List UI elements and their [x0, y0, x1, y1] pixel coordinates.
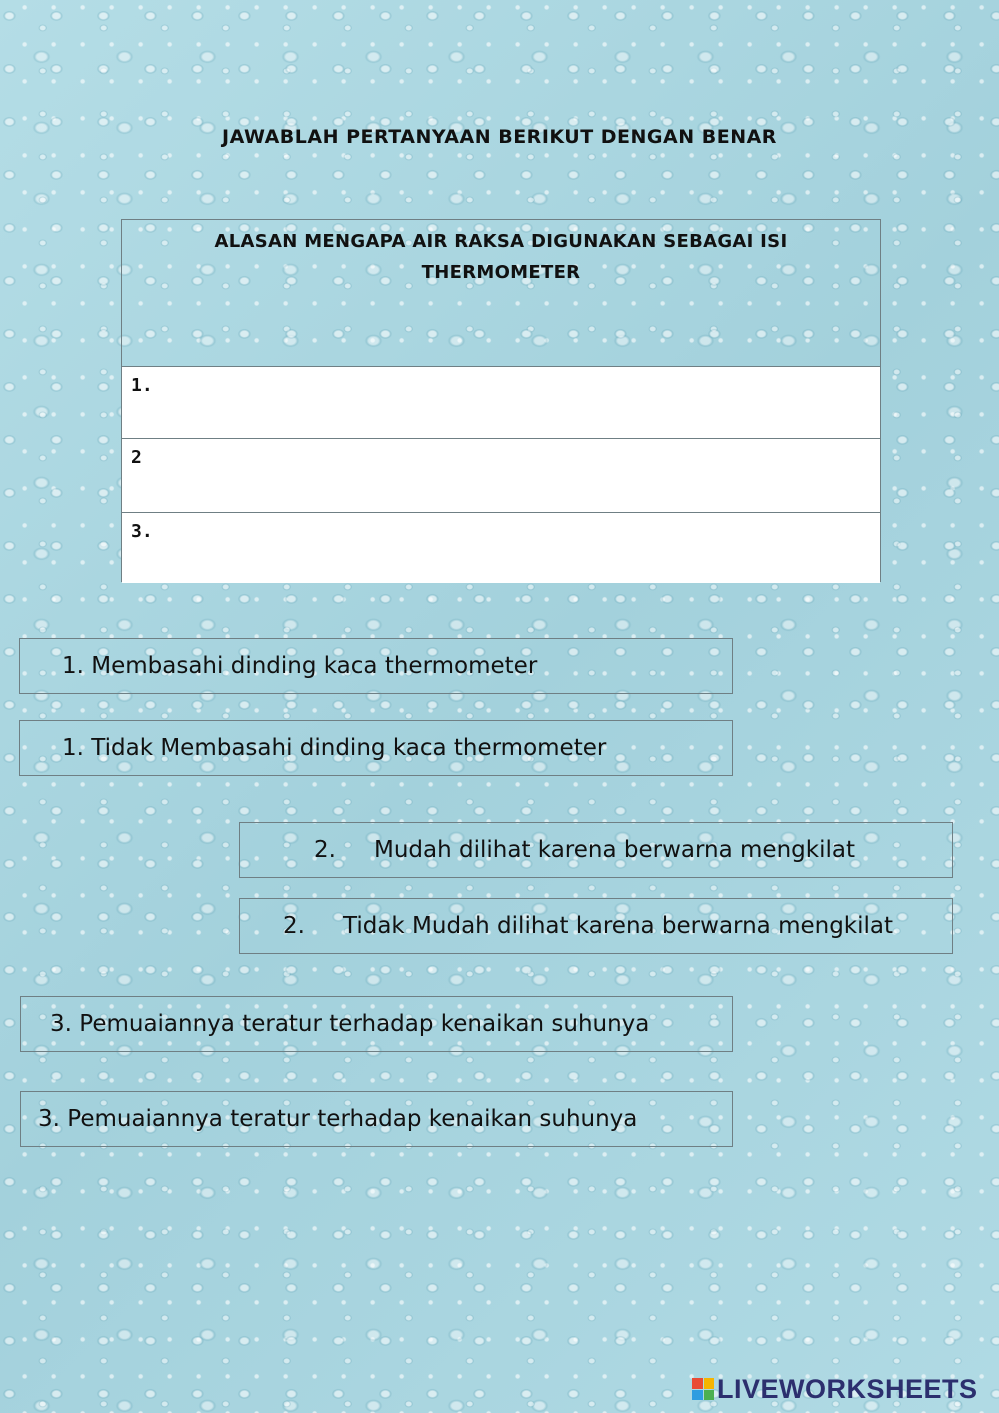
- answer-option-4[interactable]: [239, 898, 953, 954]
- option-text: Tidak Membasahi dinding kaca thermometer: [91, 735, 607, 761]
- answer-table: [121, 219, 881, 582]
- answer-option-5[interactable]: [20, 996, 733, 1052]
- option-text: Tidak Mudah dilihat karena berwarna mengkilat: [343, 913, 894, 939]
- row-number: 2: [131, 447, 142, 468]
- option-number: 1.: [62, 735, 84, 761]
- row-number: 1.: [131, 375, 153, 396]
- logo-square-red: [692, 1378, 703, 1389]
- answer-drop-row-2[interactable]: [122, 439, 880, 513]
- option-number: 1.: [62, 653, 84, 679]
- answer-option-2[interactable]: [19, 720, 733, 776]
- option-number: 2.: [283, 913, 305, 939]
- answer-option-1[interactable]: [19, 638, 733, 694]
- table-header-line2: THERMOMETER: [421, 262, 581, 283]
- answer-option-3[interactable]: [239, 822, 953, 878]
- option-text: Membasahi dinding kaca thermometer: [91, 653, 538, 679]
- option-text: Pemuaiannya teratur terhadap kenaikan suhunya: [67, 1106, 638, 1132]
- logo-square-green: [704, 1390, 715, 1401]
- logo-mark-icon: [692, 1378, 714, 1400]
- row-number: 3.: [131, 521, 153, 542]
- answer-drop-row-3[interactable]: [122, 513, 880, 583]
- table-header: [122, 220, 880, 367]
- option-text: Mudah dilihat karena berwarna mengkilat: [374, 837, 855, 863]
- logo-text: LIVEWORKSHEETS: [717, 1373, 978, 1404]
- option-number: 3.: [38, 1106, 60, 1132]
- table-header-line1: ALASAN MENGAPA AIR RAKSA DIGUNAKAN SEBAGAI ISI: [214, 231, 788, 252]
- option-number: 2.: [314, 837, 336, 863]
- logo-square-blue: [692, 1390, 703, 1401]
- liveworksheets-logo: [692, 1372, 978, 1406]
- answer-drop-row-1[interactable]: [122, 367, 880, 439]
- option-number: 3.: [50, 1011, 72, 1037]
- option-text: Pemuaiannya teratur terhadap kenaikan suhunya: [79, 1011, 650, 1037]
- logo-square-yellow: [704, 1378, 715, 1389]
- worksheet-title: JAWABLAH PERTANYAAN BERIKUT DENGAN BENAR: [222, 126, 777, 148]
- answer-option-6[interactable]: [20, 1091, 733, 1147]
